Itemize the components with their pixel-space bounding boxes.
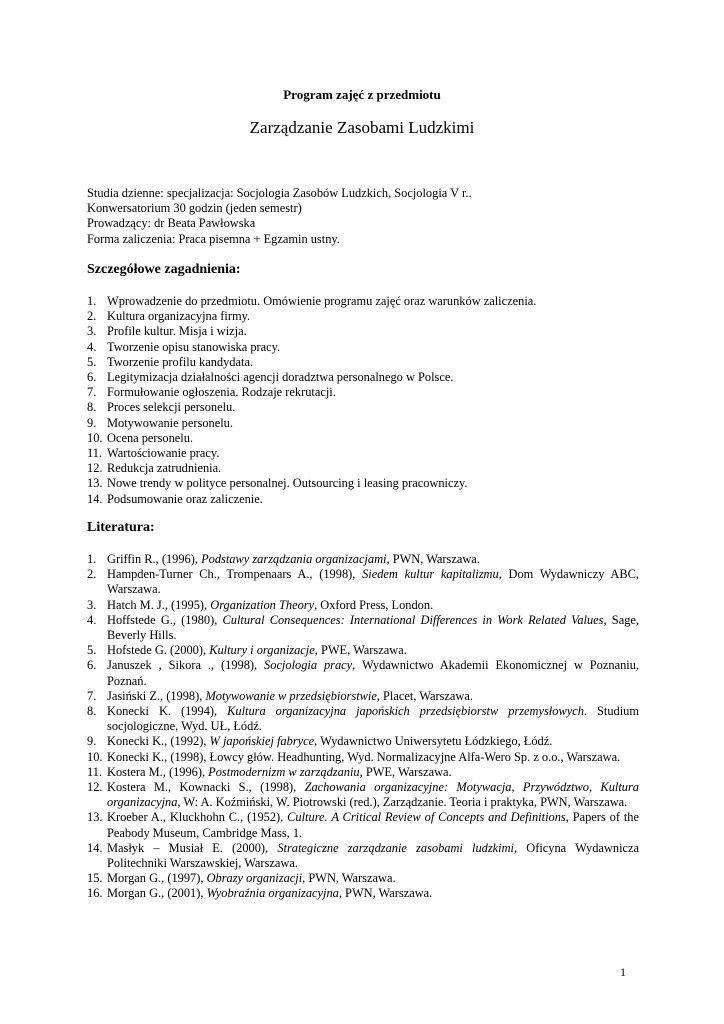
topic-item	[87, 461, 642, 476]
topic-text: Nowe trendy w polityce personalnej. Outsourcing i leasing pracowniczy.	[107, 476, 468, 491]
topic-text: Wartościowanie pracy.	[107, 446, 220, 461]
literature-publisher: , Papers of the Peabody Museum, Cambridge Mass, 1.	[107, 810, 639, 840]
literature-item	[87, 704, 639, 734]
literature-title: Postmodernizm w zarządzaniu	[208, 764, 360, 779]
literature-author: Januszek , Sikora ., (1998),	[107, 658, 265, 673]
topic-item	[87, 355, 642, 370]
topic-number: 12.	[87, 461, 103, 476]
literature-item	[87, 734, 639, 749]
literature-number: 9.	[87, 734, 97, 749]
topic-number: 14.	[87, 491, 103, 506]
topics-heading: Szczegółowe zagadnienia:	[87, 262, 241, 277]
topic-item	[87, 400, 642, 415]
literature-author: Hampden-Turner Ch., Trompenaars A., (1998),	[107, 567, 363, 582]
literature-author: Griffin R., (1996),	[107, 552, 202, 566]
topic-text: Wprowadzenie do przedmiotu. Omówienie programu zajęć oraz warunków zaliczenia.	[107, 294, 537, 308]
literature-text	[107, 689, 639, 704]
literature-text	[107, 598, 639, 613]
literature-list	[87, 552, 639, 902]
literature-item	[87, 841, 639, 871]
literature-publisher: , Placet, Warszawa.	[376, 688, 473, 703]
literature-text	[107, 734, 639, 749]
literature-publisher: . Studium socjologiczne, Wyd. UŁ, Łódź.	[107, 704, 639, 734]
literature-item	[87, 598, 639, 613]
topic-item	[87, 476, 642, 491]
topic-number: 4.	[87, 339, 97, 354]
topic-item	[87, 324, 642, 339]
literature-text	[107, 871, 639, 886]
literature-title: W japońskiej fabryce	[209, 734, 315, 749]
literature-publisher: , Wydawnictwo Uniwersytetu Łódzkiego, Łódź.	[314, 734, 553, 749]
literature-text	[107, 567, 639, 597]
literature-number: 5.	[87, 643, 97, 658]
topic-item	[87, 370, 642, 385]
literature-text	[107, 765, 639, 780]
literature-number: 8.	[87, 704, 97, 719]
course-program-label: Program zajęć z przedmiotu	[283, 87, 441, 102]
literature-number: 14.	[87, 840, 103, 855]
meta-assessment: Forma zaliczenia: Praca pisemna + Egzamin ustny.	[87, 231, 340, 246]
literature-title: Motywowanie w przedsiębiorstwie	[205, 688, 377, 703]
literature-number: 4.	[87, 612, 97, 627]
literature-item	[87, 567, 639, 597]
page-number: 1	[620, 965, 626, 979]
topic-item	[87, 294, 642, 309]
topic-item	[87, 385, 642, 400]
literature-text	[107, 750, 639, 765]
topic-text: Legitymizacja działalności agencji doradztwa personalnego w Polsce.	[107, 370, 454, 385]
literature-publisher: , Oficyna Wydawnicza Politechniki Warszawskiej, Warszawa.	[107, 840, 640, 871]
topic-number: 2.	[87, 309, 97, 324]
literature-author: Konecki K., (1998), Łowcy głów. Headhunting, Wyd. Normalizacyjne Alfa-Wero Sp. z o.o., Warszawa.	[107, 749, 621, 764]
literature-text	[107, 613, 639, 643]
literature-author: Konecki K., (1992),	[107, 734, 210, 749]
topic-text: Kultura organizacyjna firmy.	[107, 309, 251, 324]
literature-text	[107, 886, 639, 901]
literature-item	[87, 552, 639, 567]
literature-number: 7.	[87, 688, 97, 703]
literature-author: Masłyk – Musiał E. (2000),	[107, 840, 278, 855]
literature-text	[107, 810, 639, 840]
literature-number: 3.	[87, 597, 97, 612]
literature-item	[87, 750, 639, 765]
literature-number: 2.	[87, 567, 97, 582]
literature-author: Konecki K. (1994),	[107, 704, 228, 719]
literature-author: Morgan G., (1997),	[107, 871, 207, 886]
literature-author: Kroeber A., Kluckhohn C., (1952),	[107, 810, 288, 825]
course-title: Zarządzanie Zasobami Ludzkimi	[249, 118, 475, 137]
topic-item	[87, 492, 642, 507]
meta-hours: Konwersatorium 30 godzin (jeden semestr)	[87, 201, 302, 216]
topic-number: 3.	[87, 324, 97, 339]
literature-title: Kultura organizacyjna japońskich przedsiębiorstw przemysłowych	[227, 704, 584, 719]
literature-heading: Literatura:	[87, 520, 155, 535]
literature-text	[107, 841, 639, 871]
topic-text: Motywowanie personelu.	[107, 415, 233, 430]
literature-author: Kostera M., (1996),	[107, 764, 209, 779]
topic-number: 6.	[87, 370, 97, 385]
literature-author: Hoffstede G., (1980),	[107, 612, 223, 627]
literature-item	[87, 658, 639, 688]
topic-text: Proces selekcji personelu.	[107, 400, 236, 415]
course-meta	[87, 186, 647, 247]
literature-title: Podstawy zarządzania organizacjami	[201, 552, 387, 566]
topic-number: 8.	[87, 400, 97, 415]
literature-publisher: , PWN, Warszawa.	[338, 886, 433, 901]
literature-item	[87, 871, 639, 886]
literature-publisher: W: A. Koźmiński, W. Piotrowski (red.), Zarządzanie. Teoria i praktyka, PWN, Warszawa.	[180, 795, 628, 810]
topic-number: 9.	[87, 415, 97, 430]
literature-text	[107, 780, 639, 810]
literature-text	[107, 552, 639, 567]
meta-studies: Studia dzienne: specjalizacja: Socjologia Zasobów Ludzkich, Socjologia V r..	[87, 186, 472, 200]
literature-author: Jasiński Z., (1998),	[107, 688, 206, 703]
literature-title: Cultural Consequences: International Differences in Work Related Values,	[222, 612, 607, 627]
topic-number: 11.	[87, 446, 103, 461]
literature-publisher: Sage, Beverly Hills.	[107, 612, 639, 643]
literature-author: Hatch M. J., (1995),	[107, 597, 211, 612]
literature-item	[87, 613, 639, 643]
literature-publisher: , PWN, Warszawa.	[302, 871, 396, 886]
literature-item	[87, 810, 639, 840]
topic-text: Tworzenie profilu kandydata.	[107, 354, 254, 369]
literature-item	[87, 780, 639, 810]
literature-publisher: , Oxford Press, London.	[314, 597, 434, 612]
literature-title: Wyobraźnia organizacyjna	[206, 886, 339, 901]
literature-publisher: , PWE, Warszawa.	[359, 764, 452, 779]
literature-title: Siedem kultur kapitalizmu	[362, 567, 499, 582]
literature-number: 10.	[87, 749, 103, 764]
topic-text: Ocena personelu.	[107, 430, 194, 445]
literature-item	[87, 643, 639, 658]
literature-title: Organization Theory	[210, 597, 315, 612]
literature-title: Culture. A Critical Review of Concepts and Definitions	[287, 810, 566, 825]
literature-number: 16.	[87, 886, 103, 901]
topic-item	[87, 431, 642, 446]
topic-number: 13.	[87, 476, 103, 491]
literature-number: 13.	[87, 810, 103, 825]
topic-text: Formułowanie ogłoszenia. Rodzaje rekrutacji.	[107, 385, 336, 400]
literature-item	[87, 886, 639, 901]
topic-item	[87, 309, 642, 324]
topic-text: Redukcja zatrudnienia.	[107, 461, 222, 476]
literature-author: Morgan G., (2001),	[107, 886, 207, 901]
literature-number: 12.	[87, 780, 103, 795]
topic-number: 5.	[87, 354, 97, 369]
topic-item	[87, 446, 642, 461]
literature-number: 6.	[87, 658, 97, 673]
literature-number: 11.	[87, 764, 103, 779]
literature-publisher: , PWN, Warszawa.	[386, 552, 480, 566]
topic-number: 7.	[87, 385, 97, 400]
literature-author: Hofstede G. (2000),	[107, 643, 210, 658]
literature-number: 15.	[87, 871, 103, 886]
literature-publisher: , Wydawnictwo Akademii Ekonomicznej w Poznaniu, Poznań.	[107, 658, 639, 688]
literature-title: Kultury i organizacje	[209, 643, 315, 658]
topics-list	[87, 294, 642, 507]
literature-publisher: , PWE, Warszawa.	[314, 643, 407, 658]
literature-item	[87, 689, 639, 704]
meta-lecturer: Prowadzący: dr Beata Pawłowska	[87, 216, 256, 231]
topic-number: 1.	[87, 294, 97, 308]
literature-title: Zachowania organizacyjne: Motywacja, Przywództwo, Kultura organizacyjna,	[107, 780, 639, 810]
topic-item	[87, 416, 642, 431]
literature-text	[107, 658, 639, 688]
literature-author: Kostera M., Kownacki S., (1998),	[107, 780, 305, 795]
literature-item	[87, 765, 639, 780]
literature-text	[107, 643, 639, 658]
literature-title: Obrazy organizacji	[206, 871, 303, 886]
topic-text: Profile kultur. Misja i wizja.	[107, 324, 247, 339]
literature-number: 1.	[87, 552, 97, 566]
topic-text: Podsumowanie oraz zaliczenie.	[107, 491, 263, 506]
literature-title: Socjologia pracy	[264, 658, 353, 673]
topic-number: 10.	[87, 430, 103, 445]
literature-title: Strategiczne zarządzanie zasobami ludzkimi	[277, 840, 515, 855]
literature-text	[107, 704, 639, 734]
topic-item	[87, 340, 642, 355]
topic-text: Tworzenie opisu stanowiska pracy.	[107, 339, 281, 354]
literature-publisher: , Dom Wydawniczy ABC, Warszawa.	[107, 567, 639, 597]
